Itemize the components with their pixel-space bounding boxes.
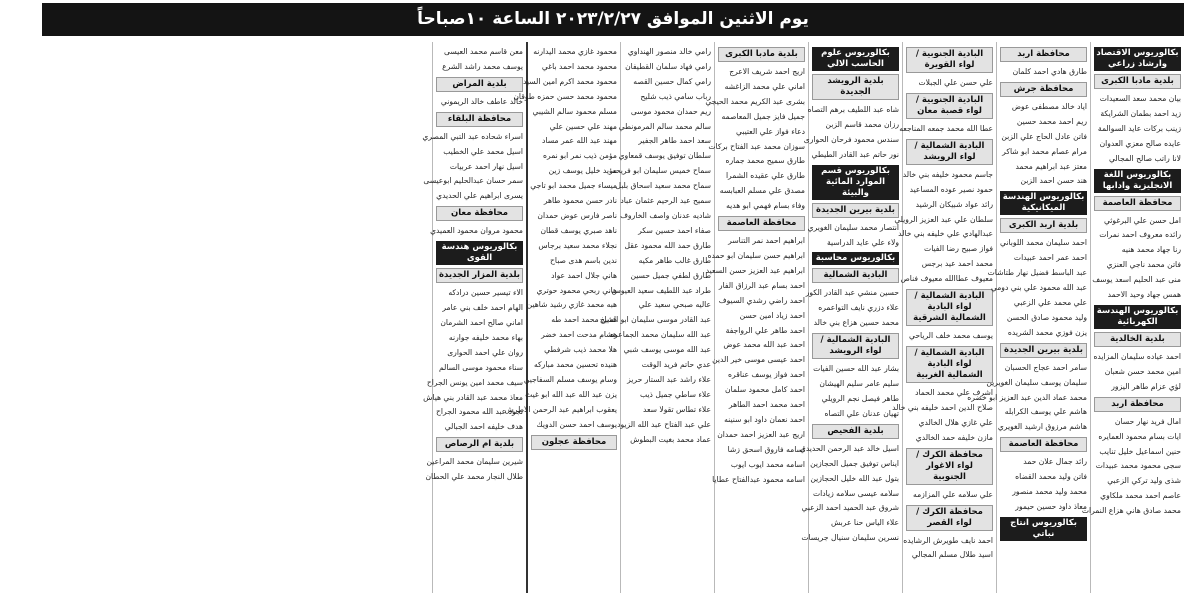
municipality-heading: بلدية بيرين الجديدة [1000, 343, 1087, 358]
municipality-heading: محافظة العاصمة [1094, 196, 1181, 211]
applicant-name: احمد فواز يوسف عناقره [728, 370, 805, 380]
program-heading: بكالوريوس الاقتصاد وارشاد زراعي [1094, 47, 1181, 71]
applicant-name: بشرى عبد الكريم محمد الحيجي [705, 96, 805, 106]
applicant-name: صلاح الدين احمد خليفه بني خالد [892, 402, 993, 412]
applicant-name: ندين باسم هدى صباح [550, 255, 617, 265]
applicant-name: بتول عبد الله خليل الحجازين [810, 473, 899, 483]
applicant-name: روان علي احمد الحوارى [447, 347, 523, 357]
applicant-name: نسرين سليمان سنيال جريسات [801, 533, 899, 543]
applicant-name: زيد احمد بطمان الشرايكة [1100, 108, 1181, 118]
applicant-name: طارق علي عقيده الشمرا [725, 171, 805, 181]
applicant-name: الهام احمد خلف بني عامر [442, 303, 523, 313]
applicant-name: هلا محمد ذيب شرفطي [544, 345, 617, 355]
municipality-heading: بلدية المزار الجديدة [436, 268, 523, 283]
applicant-name: احمد عياده سليمان المزايده [1093, 351, 1181, 361]
applicant-name: اماني علي محمد الزاغشه [724, 81, 805, 91]
name-column [892, 42, 996, 593]
applicant-name: طراد عبد اللطيف سعيد العيوس [611, 285, 711, 295]
municipality-heading: بلدية الخالدية [1094, 332, 1181, 347]
applicant-name: يزن عبد الله عبد الله ابو غيث [525, 389, 617, 399]
applicant-name: جاسم محمود خليفه بني خالد [902, 169, 993, 179]
applicant-name: منى عبد الحليم اسعد يوسف [1092, 275, 1181, 285]
applicant-name: ايناس توفيق جميل الحجازين [810, 458, 899, 468]
municipality-heading: محافظة معان [436, 206, 523, 221]
municipality-heading: بلدية الفحيص [812, 424, 899, 439]
program-heading: بكالوريوس محاسبة [812, 252, 899, 265]
applicant-name: ميساء جميل محمد ابو تاجي [530, 181, 617, 191]
applicant-name: عبد الله موسى يوسف شبي [623, 345, 711, 355]
applicant-name: اريج عبد العزيز احمد حمدان [717, 429, 805, 439]
applicant-name: ناصر فارس عوض حمدان [537, 210, 617, 220]
name-column [1081, 42, 1184, 593]
applicant-name: طلال النجار محمد علي الحطان [425, 472, 523, 482]
applicant-name: فواز صبيح رضا الفيات [924, 244, 993, 254]
municipality-heading: البادية الشمالية / لواء البادية الشمالية الغربية [906, 346, 993, 383]
applicant-name: علي حسن علي الجبلات [918, 78, 993, 87]
applicant-name: يوسف محمد راشد الشرع [442, 61, 523, 71]
applicant-name: انتصار محمد سليمان الغويري [807, 222, 899, 232]
applicant-name: وفاء بسام فهمي ابو هديه [726, 201, 805, 211]
applicant-name: رائد عواد شبيكان الرشيد [915, 199, 993, 209]
applicant-name: امال فريد نهار حسان [1114, 416, 1181, 426]
municipality-heading: البادية الشمالية / لواء الرويشد [812, 333, 899, 359]
applicant-name: ريم حمدان محمود موسى [630, 106, 711, 116]
program-heading: بكالوريوس الهندسة الكهربائية [1094, 305, 1181, 329]
applicant-name: هاشم مرزوق ارشيد الغويري [997, 422, 1087, 432]
name-column [599, 42, 714, 593]
applicant-name: عاصم احمد محمد ملكاوي [1100, 491, 1181, 501]
applicant-name: دعاء فواز علي العتيبي [735, 126, 805, 136]
applicant-name: ناهد صبري يوسف قطان [540, 225, 617, 235]
municipality-heading: بلدية المراض [436, 77, 523, 92]
applicant-name: رامي فهاد سلمان القطيفان [625, 61, 711, 71]
municipality-heading: البادية الشمالية [812, 268, 899, 283]
applicant-name: طارق غالب طاهر مكيه [638, 255, 711, 265]
program-heading: بكالوريوس الهندسة الميكانيكية [1000, 191, 1087, 215]
applicant-name: بيان محمد سعد السعيدات [1099, 94, 1181, 103]
applicant-name: الاء تيسير حسين درادكه [448, 288, 523, 298]
applicant-name: سوزان محمد عبد الفتاح بركات [708, 141, 805, 151]
applicant-name: حسين منشي عبد القادر الكور [805, 288, 899, 298]
applicant-name: يزن فوزي محمد الشريده [1007, 327, 1087, 337]
applicant-name: سالم محمد سالم المرمونطي [618, 121, 711, 131]
applicant-name: محمود محمد حسن حمزه طوقان [513, 91, 617, 101]
applicant-name: طارق حمد الله محمود عقل [624, 240, 711, 250]
applicant-name: اسامه فاروق اسحق زشا [727, 444, 805, 454]
applicant-name: اياد خالد مصطفى عوض [1011, 101, 1087, 111]
applicant-name: سيف محمد امين يونس الجراح [426, 377, 523, 387]
applicant-name: يعقوب ابراهيم عبد الرحمن الاطرش [504, 404, 617, 414]
applicant-name: مسلم محمود سالم الشيبي [532, 106, 617, 116]
applicant-name: فاتن وليد محمد القضاه [1015, 472, 1087, 482]
applicant-name: عبد الله محمود علي بني دومي [990, 283, 1087, 293]
applicant-name: نجلاء محمد سعيد برجاس [538, 240, 617, 250]
applicant-name: اريج احمد شريف الاعرج [729, 67, 805, 76]
municipality-heading: محافظة اربد [1094, 397, 1181, 412]
applicant-name: مهند عبد الله عمر مساد [542, 136, 617, 146]
applicant-name: محمود مروان محمود العميدي [430, 226, 523, 236]
applicant-name: عدي حاتم فريد الوقت [641, 360, 711, 370]
applicant-name: هاني ربحي محمود حوتري [536, 285, 617, 295]
applicant-name: طارق لطفي جميل حسين [630, 270, 711, 280]
applicant-name: احمد كامل محمود سلمان [725, 385, 805, 395]
applicant-name: مرام عصام محمد ابو شاكر [1002, 146, 1087, 156]
applicant-name: محمود غازي محمد اليدارنه [533, 47, 617, 56]
applicant-name: شاديه عدنان واصف الخاروف [620, 210, 711, 220]
applicant-name: نادر حسن محمود طاهر [543, 196, 617, 206]
applicant-name: مصدق علي مسلم العبابسه [719, 186, 805, 196]
applicant-name: ابراهيم احمد نمر التناسر [728, 236, 805, 246]
applicant-name: مؤمن ذيب نمر ابو نمره [543, 151, 617, 161]
program-heading: بكالوريوس هندسة القوى [436, 241, 523, 265]
applicant-name: اسيد طلال مسلم المجالي [911, 550, 993, 560]
applicant-name: خالد عاطف خالد الريموني [440, 96, 523, 106]
applicant-name: طارق هادي احمد كلمان [1012, 67, 1087, 76]
applicant-name: هدف خليفه احمد الجبالي [444, 422, 523, 432]
applicant-name: معاذ داود حسين حيمور [1015, 501, 1087, 511]
applicant-name: احمد بسام عبد الرزاق الفار [718, 280, 805, 290]
applicant-name: لانا راتب صالح المجالي [1109, 153, 1181, 163]
municipality-heading: محافظة الكرك / لواء الاغوار الجنوبية [906, 448, 993, 485]
applicant-name: معن قاسم محمد العيسى [444, 47, 523, 56]
applicant-name: ريم احمد محمد حسين [1016, 116, 1087, 126]
applicant-name: بشار عبد الله حسين الفيات [813, 364, 899, 374]
applicant-name: سلطان علي عبد العزيز الرويلي [894, 214, 993, 224]
applicant-name: هبه محمد غازي رشيد شاهين [526, 300, 617, 310]
applicant-name: احمد زياد امين حسن [739, 310, 805, 320]
applicant-name: مازن خليفه حمد الخالدي [915, 432, 993, 442]
applicant-name: نجود عبد الله محمود الجراح [436, 407, 523, 417]
applicant-name: علاء دزري نايف التواعمره [818, 303, 899, 313]
municipality-heading: البادية الشمالية / لواء الرويشد [906, 139, 993, 165]
applicant-name: اسيل نهار احمد عربيات [449, 161, 523, 171]
applicant-name: سندس محمود فرحان الحوارى [803, 134, 899, 144]
applicant-name: احمد عمر احمد عبيدات [1013, 253, 1087, 263]
applicant-name: صفاء احمد حسين سكر [638, 225, 711, 235]
municipality-heading: البادية الجنوبية / لواء قصبة معان [906, 93, 993, 119]
applicant-name: سامر احمد عجاج الحسبان [1004, 362, 1087, 372]
applicant-name: هند حسن احمد الزبن [1020, 176, 1087, 186]
municipality-heading: بلدية اربد الكبرى [1000, 218, 1087, 233]
name-column [799, 42, 902, 593]
applicant-name: محمد صادق هاني هزاع النمرات [1081, 506, 1181, 516]
applicant-name: سماح محمد سعيد اسحاق بلبل [615, 181, 711, 191]
municipality-heading: محافظة جرش [1000, 82, 1087, 97]
applicant-name: علاء راشد عبد الستار حريز [627, 374, 711, 384]
applicant-name: احمد عبد الله محمد عوض [723, 340, 805, 350]
applicant-name: محمد حسين هزاع بني خالد [813, 318, 899, 328]
applicant-name: شاه عبد اللطيف برهم التصاه [807, 105, 899, 114]
applicant-name: بهاء محمد خليفه جوارنه [448, 332, 523, 342]
applicant-name: ولاء علي عايد الدراسية [826, 237, 899, 247]
applicant-name: سناء محمود موسى السالم [438, 362, 523, 372]
applicant-name: سمر حسان عبدالحليم ابوعيسى [423, 176, 523, 186]
municipality-heading: محافظة الكرك / لواء القصر [906, 505, 993, 531]
applicant-name: سلامه عيسى سلامه زيادات [813, 488, 899, 498]
applicant-name: علاء تطاس تقولا سعد [642, 404, 711, 414]
applicant-name: رباب سامي ذيب شليح [640, 91, 711, 101]
applicant-name: رائد جمال علان حمد [1023, 457, 1087, 467]
applicant-name: هديل محمد احمد طه [551, 315, 617, 325]
applicant-name: مهند علي حسين علي [549, 121, 617, 131]
applicant-name: عبدالهادي علي خليفه بني خالد [898, 229, 993, 239]
applicant-name: احمد نعمان داود ابو سنينه [724, 414, 805, 424]
applicant-name: علي محمد علي الزعبي [1013, 297, 1087, 307]
applicant-name: اسراء شحاده عبد التبي المصري [422, 131, 523, 141]
applicant-name: احمد نايف طويرش الرشايده [903, 535, 993, 545]
applicant-name: محمد وليد محمد منصور [1012, 487, 1087, 497]
applicant-name: عبد الله سليمان محمد الجماعره [610, 330, 711, 340]
applicant-name: سماح خميس سليمان ابو فريحه [611, 166, 711, 176]
name-columns [42, 42, 1184, 593]
municipality-heading: محافظة العاصمة [1000, 437, 1087, 452]
applicant-name: وليد محمود صادق الحسن [1006, 312, 1087, 322]
applicant-name: طاهر فيصل نجم الرويلي [821, 393, 899, 403]
applicant-name: معيوف عطاالله معيوف فناص [900, 274, 993, 284]
municipality-heading: بلدية ام الرصاص [436, 437, 523, 452]
applicant-name: ايات بسام محمود العمايره [1098, 431, 1181, 441]
applicant-name: تهيان عدنان علي التصاه [824, 408, 899, 418]
applicant-name: شروق عبد الحميد احمد الزعبي [801, 503, 899, 513]
program-heading: بكالوريوس انتاج نباتي [1000, 517, 1087, 541]
applicant-name: شذى وليد تركي الزعبي [1107, 476, 1181, 486]
applicant-name: رائده معروف احمد نمرات [1099, 230, 1181, 240]
applicant-name: ابراهيم عبد العزيز حسن السعيد [705, 265, 805, 275]
applicant-name: عطا الله محمد جمعه المناجعه [899, 123, 993, 133]
municipality-heading: بلدية الرويشد الجديدة [812, 74, 899, 100]
applicant-name: نور حاتم عبد القادر الطيطي [811, 149, 899, 159]
applicant-name: اسامه محمود عبدالفتاح عطايا [712, 474, 805, 484]
applicant-name: احمد سليمان محمد اللوباني [1000, 238, 1087, 248]
applicant-name: امل حسن علي البرغوثي [1103, 215, 1181, 225]
applicant-name: رامي خالد منصور الهنداوي [627, 47, 711, 56]
applicant-name: علي غازي هلال الخالدي [918, 417, 993, 427]
applicant-name: عماد محمد بغيت البطوش [630, 434, 711, 444]
applicant-name: يوسف احمد حسن الدويك [536, 419, 617, 429]
applicant-name: سليم عامر سليم الهيشان [819, 379, 899, 389]
applicant-name: فاتن عادل الحاج علي الزبن [1001, 131, 1087, 141]
applicant-name: لؤي عزام طاهر اليزور [1111, 381, 1181, 391]
program-heading: بكالوريوس قسم الموارد المائية والبيئة [812, 165, 899, 200]
applicant-name: مؤيد خليل يوسف زين [548, 166, 617, 176]
applicant-name: وسام يوسف مسلم السفاجين [523, 374, 617, 384]
municipality-heading: بلدية بيرين الجديدة [812, 203, 899, 218]
applicant-name: احمد محمد احمد الطاهر [728, 400, 805, 410]
program-heading: بكالوريوس اللغة الانجليزية وادابها [1094, 169, 1181, 193]
applicant-name: سجى محمود محمد عبيدات [1095, 461, 1181, 471]
applicant-name: علي عبد الفتاح عبد الله الزيود [617, 419, 711, 429]
municipality-heading: البادية الشمالية / لواء البادية الشمالية الشرقية [906, 289, 993, 326]
municipality-heading: بلدية مادبا الكبرى [1094, 74, 1181, 89]
applicant-name: عاليه صبحي سعيد علي [638, 300, 711, 310]
name-column [705, 42, 808, 593]
date-banner: يوم الاثنين الموافق ٢٠٢٣/٢/٢٧ الساعة ١٠صباحاً [42, 3, 1184, 36]
applicant-name: رنا جهاد محمد هنيه [1121, 245, 1181, 255]
applicant-name: يوسف محمد خلف الرياحي [909, 331, 993, 341]
applicant-name: احمد راضي رشدي السيوف [718, 295, 805, 305]
applicant-name: معاذ محمد عبد القادر بني هياش [423, 392, 523, 402]
municipality-heading: محافظة البلقاء [436, 112, 523, 127]
name-column [422, 42, 526, 593]
applicant-name: علاء الياس حنا عربش [831, 518, 899, 528]
applicant-name: رامي كمال حسين القصه [633, 76, 711, 86]
applicant-name: محمود محمد اكرم امين السيد [522, 76, 617, 86]
applicant-name: شيرين سليمان محمد المراعين [426, 457, 523, 467]
applicant-name: احمد عيسى موسى خير الدين [712, 355, 805, 365]
municipality-heading: محافظة اربد [1000, 47, 1087, 62]
name-column [967, 42, 1090, 593]
applicant-name: زينب بركات عايد السوالمة [1097, 123, 1181, 133]
applicant-name: ابراهيم حسن سليمان ابو حمده [707, 250, 805, 260]
applicant-name: همس جهاد وحيد الاحمد [1107, 290, 1181, 300]
applicant-name: طارق سميح محمد جماره [725, 156, 805, 166]
applicant-name: سلطان توفيق يوسف قمعاوي [618, 151, 711, 161]
applicant-name: سعد احمد طاهر الجفير [638, 136, 711, 146]
applicant-name: رزان محمد قاسم الزبن [825, 119, 899, 129]
applicant-name: سليمان يوسف سليمان الغويرين [986, 377, 1087, 387]
applicant-name: امين محمد حسن شعبان [1104, 366, 1181, 376]
applicant-name: اسامه محمد ايوب ايوب [730, 459, 805, 469]
applicant-name: اسيل خالد عبد الرحمن الحديدي [799, 443, 899, 453]
applicant-name: اماني صالح احمد الشرمان [440, 317, 523, 327]
program-heading: بكالوريوس علوم الحاسب الالي [812, 47, 899, 71]
municipality-heading: البادية الجنوبية / لواء القويرة [906, 47, 993, 73]
applicant-name: محمد عماد الدين عبد العزيز ابو خضره [967, 392, 1087, 402]
applicant-name: محمد احمد عيد برجس [921, 259, 993, 269]
applicant-name: هاشم علي يوسف الكرابله [1004, 407, 1087, 417]
applicant-name: فاتن محمد ناجي العنزي [1106, 260, 1181, 270]
applicant-name: هنيده تحسين محمد مباركه [533, 360, 617, 370]
applicant-name: علي سلامه علي المزازمه [913, 489, 993, 499]
applicant-name: اشرف علي محمد الحماد [915, 387, 993, 397]
applicant-name: معتز عبد ابراهيم محمد [1015, 161, 1087, 171]
applicant-name: عبد الباسط فضيل نهار طتاشات [987, 268, 1087, 278]
applicant-name: سميح عبد الرحيم عثمان عباد [620, 196, 711, 206]
municipality-heading: محافظة عجلون [531, 435, 617, 450]
applicant-name: احمد طاهر علي الرواجفة [725, 325, 805, 335]
applicant-name: هشام مدحت احمد خضر [541, 330, 617, 340]
applicant-name: محمود محمد احمد باغي [541, 61, 617, 71]
municipality-heading: محافظة العاصمة [718, 216, 805, 231]
applicant-name: يسرى ابراهيم علي الحديدي [436, 191, 523, 201]
applicant-name: عبد القادر موسى سليمان ابو الشيخ [599, 315, 711, 325]
applicant-name: عايده صالح معزي العدوان [1099, 138, 1181, 148]
applicant-name: جميل فايز جميل المعاصمه [721, 111, 805, 121]
applicant-name: اسيل محمد علي الخطيب [443, 146, 523, 156]
applicant-name: حنين اسماعيل خليل تنايب [1099, 446, 1181, 456]
applicant-name: هاني جلال احمد عواد [551, 270, 617, 280]
applicant-name: حمود نصير عوده المساعيد [909, 184, 993, 194]
municipality-heading: بلدية مادبا الكبرى [718, 47, 805, 62]
applicant-name: علاء ساطي جميل ذيب [639, 389, 711, 399]
